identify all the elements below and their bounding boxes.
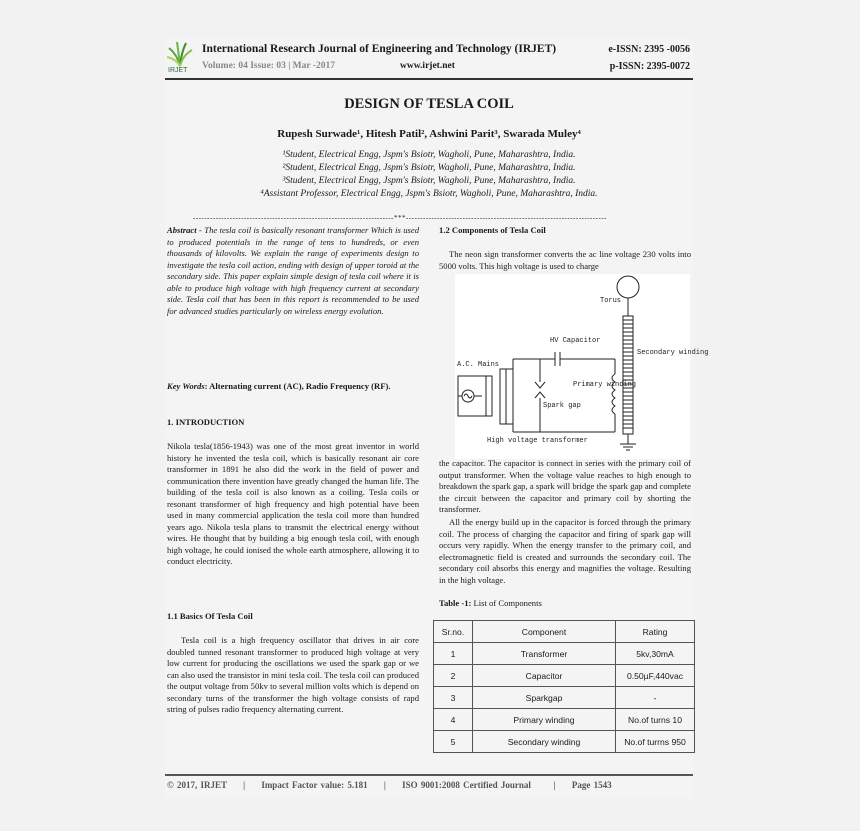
affiliation-3: ³Student, Electrical Engg, Jspm's Bsiotr, Wagholi, Pune, Maharashtra, India. — [282, 176, 576, 186]
table-cell: No.of turrns 950 — [616, 731, 695, 753]
page-footer — [167, 780, 612, 790]
table-cell: Secondary winding — [473, 731, 616, 753]
table-cell: 4 — [434, 709, 473, 731]
table-cell: 3 — [434, 687, 473, 709]
components-para-3: All the energy build up in the capacitor is forced through the primary coil. The process of charging the capacitor and firing of spark gap will occurs very rapidly. When the energy transfer to the primary coil, and electromagnetic field is created and surrounds the secondary coil. The secondary coil absorbs this energy and magnifies the voltage. Resulting in the high voltage. — [439, 517, 691, 585]
hv-transformer-icon — [500, 369, 506, 424]
header-divider — [165, 78, 693, 80]
table-cell: 0.50µF,440vac — [616, 665, 695, 687]
label-torus: Torus — [600, 297, 622, 305]
affiliation-4: ⁴Assistant Professor, Electrical Engg, Jspm's Bsiotr, Wagholi, Pune, Maharashtra, India. — [260, 189, 598, 199]
paper-title: DESIGN OF TESLA COIL — [344, 96, 514, 112]
label-primary: Primary winding — [573, 381, 637, 389]
intro-heading: 1. INTRODUCTION — [167, 417, 245, 427]
footer-sep: | — [553, 780, 556, 790]
basics-heading: 1.1 Basics Of Tesla Coil — [167, 611, 253, 621]
footer-page-number: Page 1543 — [571, 780, 612, 790]
journal-website-link[interactable]: www.irjet.net — [400, 61, 455, 71]
footer-copyright: © 2017, IRJET — [167, 780, 227, 790]
table-cell: Sparkgap — [473, 687, 616, 709]
tesla-coil-circuit-diagram — [455, 274, 709, 459]
affiliation-1: ¹Student, Electrical Engg, Jspm's Bsiotr, Wagholi, Pune, Maharashtra, India. — [282, 150, 576, 160]
table-cell: 5kv,30mA — [616, 643, 695, 665]
footer-sep: | — [383, 780, 386, 790]
journal-title: International Research Journal of Engineering and Technology (IRJET) — [202, 43, 557, 55]
table-row — [434, 665, 695, 687]
table-cell: 2 — [434, 665, 473, 687]
table-caption-text: List of Components — [471, 598, 542, 608]
table-caption-label: Table -1: — [439, 598, 472, 608]
pissn: p-ISSN: 2395-0072 — [609, 61, 690, 72]
table-header-cell: Component — [473, 621, 616, 643]
intro-text: Nikola tesla(1856-1943) was one of the most great inventor in world history he invented the tesla coil, which is basically resonant air core transformer in 1891 he also did the work in the field of power and communication there invention have greatly changed the human life. The building of the tesla coil is also known as a coiling. Tesla coils or resonant transformer of high frequency and high potential have been used in many commercial application the tesla coil more than hundred years ago. Nikola tesla plans to transmit the electrical energy without wires. He thought that by building a big enough tesla coil, with enough high voltage, he could ionised the whole earth atmosphere, allowing it to conduct electricity. — [167, 441, 419, 566]
torus-icon — [617, 276, 639, 298]
footer-impact-factor: Impact Factor value: 5.181 — [261, 780, 368, 790]
abstract-label: Abstract - — [167, 225, 202, 235]
keywords-text: : Alternating current (AC), Radio Frequency (RF). — [204, 381, 391, 391]
affiliation-2: ²Student, Electrical Engg, Jspm's Bsiotr, Wagholi, Pune, Maharashtra, India. — [282, 163, 576, 173]
label-spark: Spark gap — [543, 402, 581, 410]
label-capacitor: HV Capacitor — [550, 337, 601, 345]
table-row — [434, 687, 695, 709]
table-cell: 1 — [434, 643, 473, 665]
keywords-label: Key Words — [167, 381, 205, 391]
footer-divider — [165, 774, 693, 776]
table-row — [434, 731, 695, 753]
basics-text: Tesla coil is a high frequency oscillator that drives in air core doubled tunned resonant transformer to produced high voltage at very low current for producing the oscillations we used the spark gap or we can also used the transistor in mini tesla coil. The tesla coil can produced the output voltage from 50kv to several million volts which is depend on secondary turns of the transformer the high voltage consists of rapd string of pulses radio frequency alternating current. — [167, 635, 419, 714]
eissn: e-ISSN: 2395 -0056 — [608, 44, 690, 55]
components-para-1: The neon sign transformer converts the ac line voltage 230 volts into 5000 volts. This high voltage is used to charge — [439, 249, 691, 271]
irjet-logo-icon — [165, 40, 195, 76]
primary-coil-icon — [612, 374, 615, 414]
table-header-cell: Rating — [616, 621, 695, 643]
paper-authors: Rupesh Surwade¹, Hitesh Patil², Ashwini Parit³, Swarada Muley⁴ — [277, 128, 581, 140]
secondary-coil-icon — [623, 316, 633, 434]
table-cell: Transformer — [473, 643, 616, 665]
footer-iso: ISO 9001:2008 Certified Journal — [402, 780, 531, 790]
volume-issue: Volume: 04 Issue: 03 | Mar -2017 — [202, 61, 335, 71]
label-transformer: High voltage transformer — [487, 437, 588, 445]
logo-text: IRJET — [168, 67, 188, 74]
spark-gap-icon — [535, 382, 545, 398]
table-cell: - — [616, 687, 695, 709]
table-cell: Primary winding — [473, 709, 616, 731]
abstract-text: The tesla coil is basically resonant transformer Which is used to produced potentials in the range of tens to hundreds, or even thousands of kilovolts. We explain the range of experiments design to investigate the tesla coil action, ending with design of upper toroid at the secondary side. This paper explain simple design of tesla coil where it is able to produce high voltage with high frequency current at secondary side. Tesla coil that has been in this report is recommended to be used for advanced studies particularly on wireless energy evolution. — [167, 225, 419, 316]
table-cell: No.of turns 10 — [616, 709, 695, 731]
components-table — [433, 620, 695, 753]
components-heading: 1.2 Components of Tesla Coil — [439, 225, 546, 235]
table-cell: 5 — [434, 731, 473, 753]
footer-sep: | — [243, 780, 246, 790]
section-separator: -----------------------------------------------------------------------***----------------------------------------------------------------------- — [193, 214, 608, 222]
table-header-cell: Sr.no. — [434, 621, 473, 643]
table-row — [434, 643, 695, 665]
table-row — [434, 709, 695, 731]
label-mains: A.C. Mains — [457, 361, 500, 369]
table-caption — [439, 598, 691, 610]
components-para-2: the capacitor. The capacitor is connect in series with the primary coil of output transformer. When the voltage value reaches to high enough to breakdown the spark gap, a spark will bridge the spark gap and complete the circuit between the capacitor and primary coil by shorting the transformer. — [439, 458, 691, 514]
label-secondary: Secondary winding — [637, 349, 709, 357]
journal-header — [165, 38, 693, 80]
paper-page — [165, 38, 709, 798]
table-cell: Capacitor — [473, 665, 616, 687]
table-header-row — [434, 621, 695, 643]
keywords — [167, 381, 419, 393]
abstract — [167, 225, 419, 317]
